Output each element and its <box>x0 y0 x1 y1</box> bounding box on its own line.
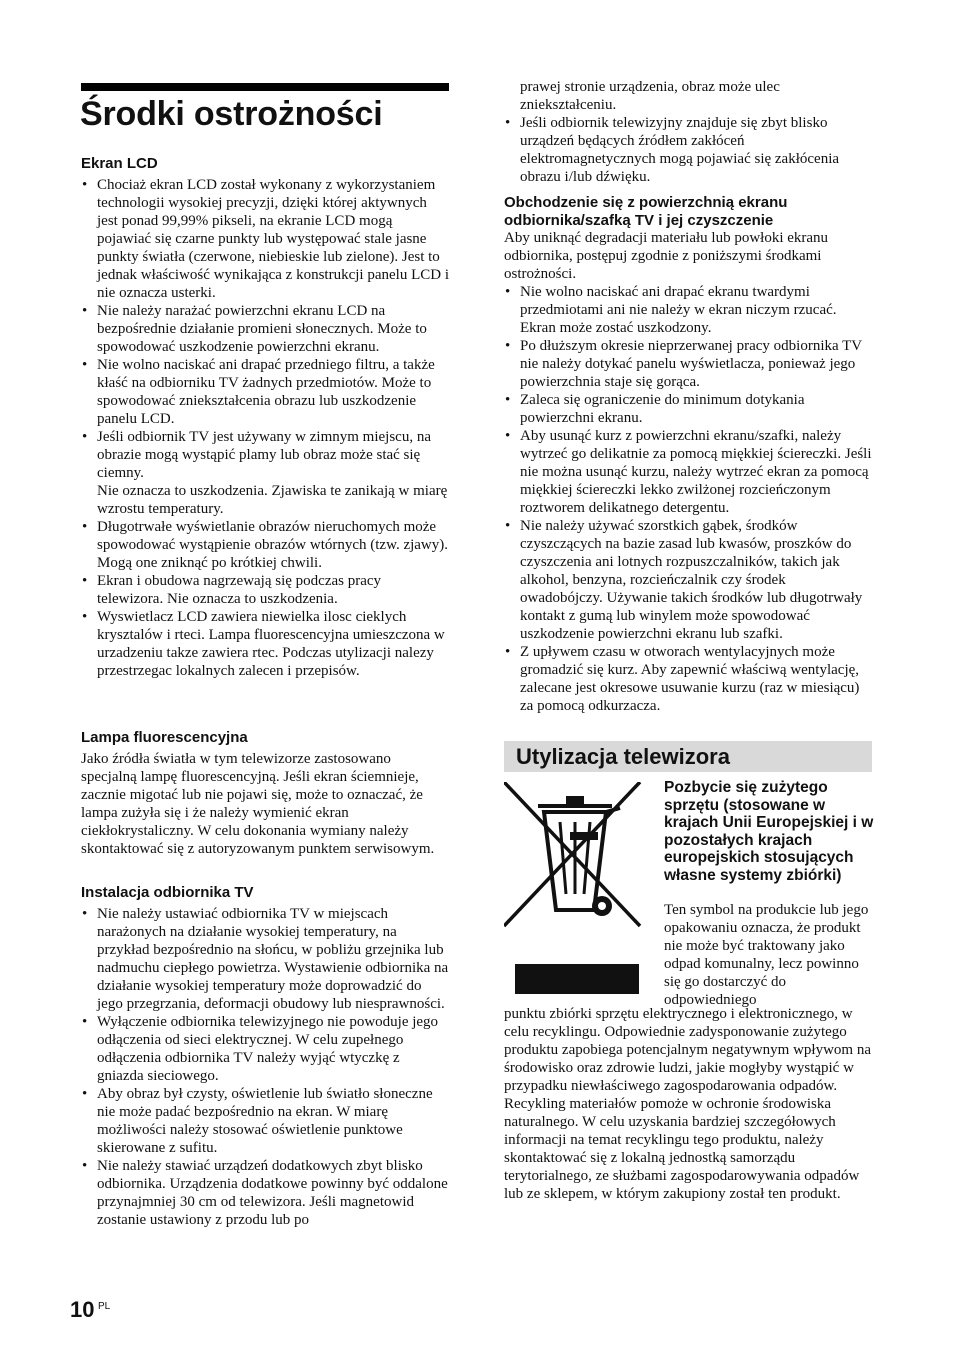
list-item: • Nie należy używać szorstkich gąbek, środków czyszczących na bazie zasad lub kwasów, proszków do czyszczenia ani lotnych rozpuszczalników, takich jak alkohol, benzyna, rozcieńczalnik czy środek owadobójczy. Używanie takich środków lub długotrwały kontakt z gumą lub winylem może spowodować uszkodzenie powierzchni ekranu lub szafki. <box>504 517 872 643</box>
section-heading-lamp: Lampa fluorescencyjna <box>81 729 248 746</box>
list-item: • Z upływem czasu w otworach wentylacyjnych może gromadzić się kurz. Aby zapewnić właściwą wentylację, zalecane jest okresowe usuwanie kurzu (raz w miesiącu) za pomocą odkurzacza. <box>504 643 872 715</box>
disposal-text-continued: punktu zbiórki sprzętu elektrycznego i elektronicznego, w celu recyklingu. Odpowiednie zadysponowanie zużytego produktu zapobiega potencjalnym negatywnym wpływom na środowisko oraz zdrowie ludzi, jakie mogłyby wystąpić w przypadku niewłaściwego zagospodarowania odpadów. Recykling materiałów pomoże w ochronie środowiska naturalnego. W celu uzyskania bardziej szczegółowych informacji na temat recyklingu tego produktu, należy skontaktować się z lokalną jednostką samorządu terytorialnego, ze służbami zagospodarowywania odpadów lub ze sklepem, w którym zakupiony został ten produkt. <box>504 1006 871 1202</box>
section-install <box>81 884 449 1229</box>
lcd-list <box>81 176 449 680</box>
list-item: • Długotrwałe wyświetlanie obrazów nieruchomych może spowodować wystąpienie obrazów wtórnych (tzw. zjawy). Mogą one zniknąć po krótkiej chwili. <box>81 518 449 572</box>
list-item: • Nie należy ustawiać odbiornika TV w miejscach narażonych na działanie wysokiej temperatury, na przykład bezpośrednio na słońcu, w pobliżu grzejnika lub nadmuchu ciepłego powietrza. Wystawienie odbiornika na działanie wysokiej temperatury może doprowadzić do jego przegrzania, deformacji obudowy lub niesprawności. <box>81 905 449 1013</box>
install-continuation <box>504 78 872 186</box>
list-item: • Jeśli odbiornik telewizyjny znajduje się zbyt blisko urządzeń będących źródłem zakłóceń elektromagnetycznych mogą pojawiać się zakłócenia obrazu i/lub dźwięku. <box>504 114 872 186</box>
section-heading-lcd: Ekran LCD <box>81 155 158 172</box>
crossed-out-wheelie-bin-icon <box>504 782 650 994</box>
list-item: • Ekran i obudowa nagrzewają się podczas pracy telewizora. Nie oznacza to uszkodzenia. <box>81 572 449 608</box>
section-care <box>504 194 872 715</box>
list-item: • Wyłączenie odbiornika telewizyjnego nie powoduje jego odłączenia od sieci elektrycznej. W celu zupełnego odłączenia odbiornika TV należy wyjąć wtyczkę z gniazda sieciowego. <box>81 1013 449 1085</box>
continuation-text: prawej stronie urządzenia, obraz może ulec zniekształceniu. <box>520 79 780 113</box>
care-intro: Aby uniknąć degradacji materiału lub powłoki ekranu odbiornika, postępuj zgodnie z poniższymi środkami ostrożności. <box>504 230 829 282</box>
list-item: • Nie wolno naciskać ani drapać przedniego filtru, a także kłaść na odbiorniku TV żadnych przedmiotów. Może to spowodować zniekształcenia obrazu lub uszkodzenie panelu LCD. <box>81 356 449 428</box>
list-item: • Nie wolno naciskać ani drapać ekranu twardymi przedmiotami ani nie należy w ekran niczym rzucać. Ekran może zostać uszkodzony. <box>504 283 872 337</box>
list-item: • Po dłuższym okresie nieprzerwanej pracy odbiornika TV nie należy dotykać panelu wyświetlacza, ponieważ jego powierzchnia staje się gorąca. <box>504 337 872 391</box>
section-heading-install: Instalacja odbiornika TV <box>81 884 254 901</box>
care-list <box>504 283 872 715</box>
section-heading-care: Obchodzenie się z powierzchnią ekranu odbiornika/szafką TV i jej czyszczenie <box>504 194 788 229</box>
section-lcd <box>81 155 449 680</box>
list-item: • Wyswietlacz LCD zawiera niewielka ilosc cieklych krysztalów i rteci. Lampa fluorescencyjna umieszczona w urzadzeniu takze zawiera rtec. Podczas utylizacji nalezy przestrzegac lokalnych zalecen i przepisów. <box>81 608 449 680</box>
install-list-continued <box>504 114 872 186</box>
banner-title: Utylizacja telewizora <box>516 744 730 769</box>
list-item: • Chociaż ekran LCD został wykonany z wykorzystaniem technologii wysokiej precyzji, dzięki której aktywnych jest ponad 99,99% pikseli, na ekranie LCD mogą pojawiać się czarne punkty lub występować stale jasne punkty światła (czerwone, niebieskie lub zielone). Jest to jednak właściwość wynikająca z konstrukcji panelu LCD i nie oznacza usterki. <box>81 176 449 302</box>
page-title: Środki ostrożności <box>80 95 383 133</box>
list-item: • Nie należy stawiać urządzeń dodatkowych zbyt blisko odbiornika. Urządzenia dodatkowe powinny być oddalone przynajmniej 30 cm od telewizora. Jeśli magnetowid zostanie ustawiony z przodu lub po <box>81 1157 449 1229</box>
page-language: PL <box>98 1301 111 1312</box>
page-number: 10 <box>70 1297 95 1322</box>
list-item: • Aby obraz był czysty, oświetlenie lub światło słoneczne nie może padać bezpośrednio na ekran. W miarę możliwości należy stosować oświetlenie punktowe skierowane z sufitu. <box>81 1085 449 1157</box>
section-lamp <box>81 729 449 858</box>
disposal-heading: Pozbycie się zużytego sprzętu (stosowane w krajach Unii Europejskiej i w pozostałych krajach europejskich stosujących własne systemy zbiórki) <box>664 779 874 884</box>
section-banner <box>504 741 872 772</box>
title-rule <box>81 83 449 91</box>
disposal-text: Ten symbol na produkcie lub jego opakowaniu oznacza, że produkt nie może być traktowany jako odpad komunalny, lecz powinno się go dostarczyć do odpowiedniego <box>664 902 869 1008</box>
list-item: • Zaleca się ograniczenie do minimum dotykania powierzchni ekranu. <box>504 391 872 427</box>
install-list <box>81 905 449 1229</box>
list-item: • Aby usunąć kurz z powierzchni ekranu/szafki, należy wytrzeć go delikatnie za pomocą miękkiej ściereczki. Jeśli nie można usunąć kurzu, należy wytrzeć ekran za pomocą miękkiej ściereczki lekko zwilżonej rozcieńczonym roztworem delikatnego detergentu. <box>504 427 872 517</box>
list-item: • Nie należy narażać powierzchni ekranu LCD na bezpośrednie działanie promieni słonecznych. Może to spowodować uszkodzenie powierzchni ekranu. <box>81 302 449 356</box>
lamp-paragraph: Jako źródła światła w tym telewizorze zastosowano specjalną lampę fluorescencyjną. Jeśli ekran ściemnieje, zacznie migotać lub nie pojawi się, może to oznaczać, że lampa zużyła się i że należy wymienić ekran ciekłokrystaliczny. W celu dokonania wymiany należy skontaktować się z autoryzowanym punktem serwisowym. <box>81 750 435 857</box>
list-item: • Jeśli odbiornik TV jest używany w zimnym miejscu, na obrazie mogą wystąpić plamy lub obraz może stać się ciemny. Nie oznacza to uszkodzenia. Zjawiska te zanikają w miarę wzrostu temperatury. <box>81 428 449 518</box>
